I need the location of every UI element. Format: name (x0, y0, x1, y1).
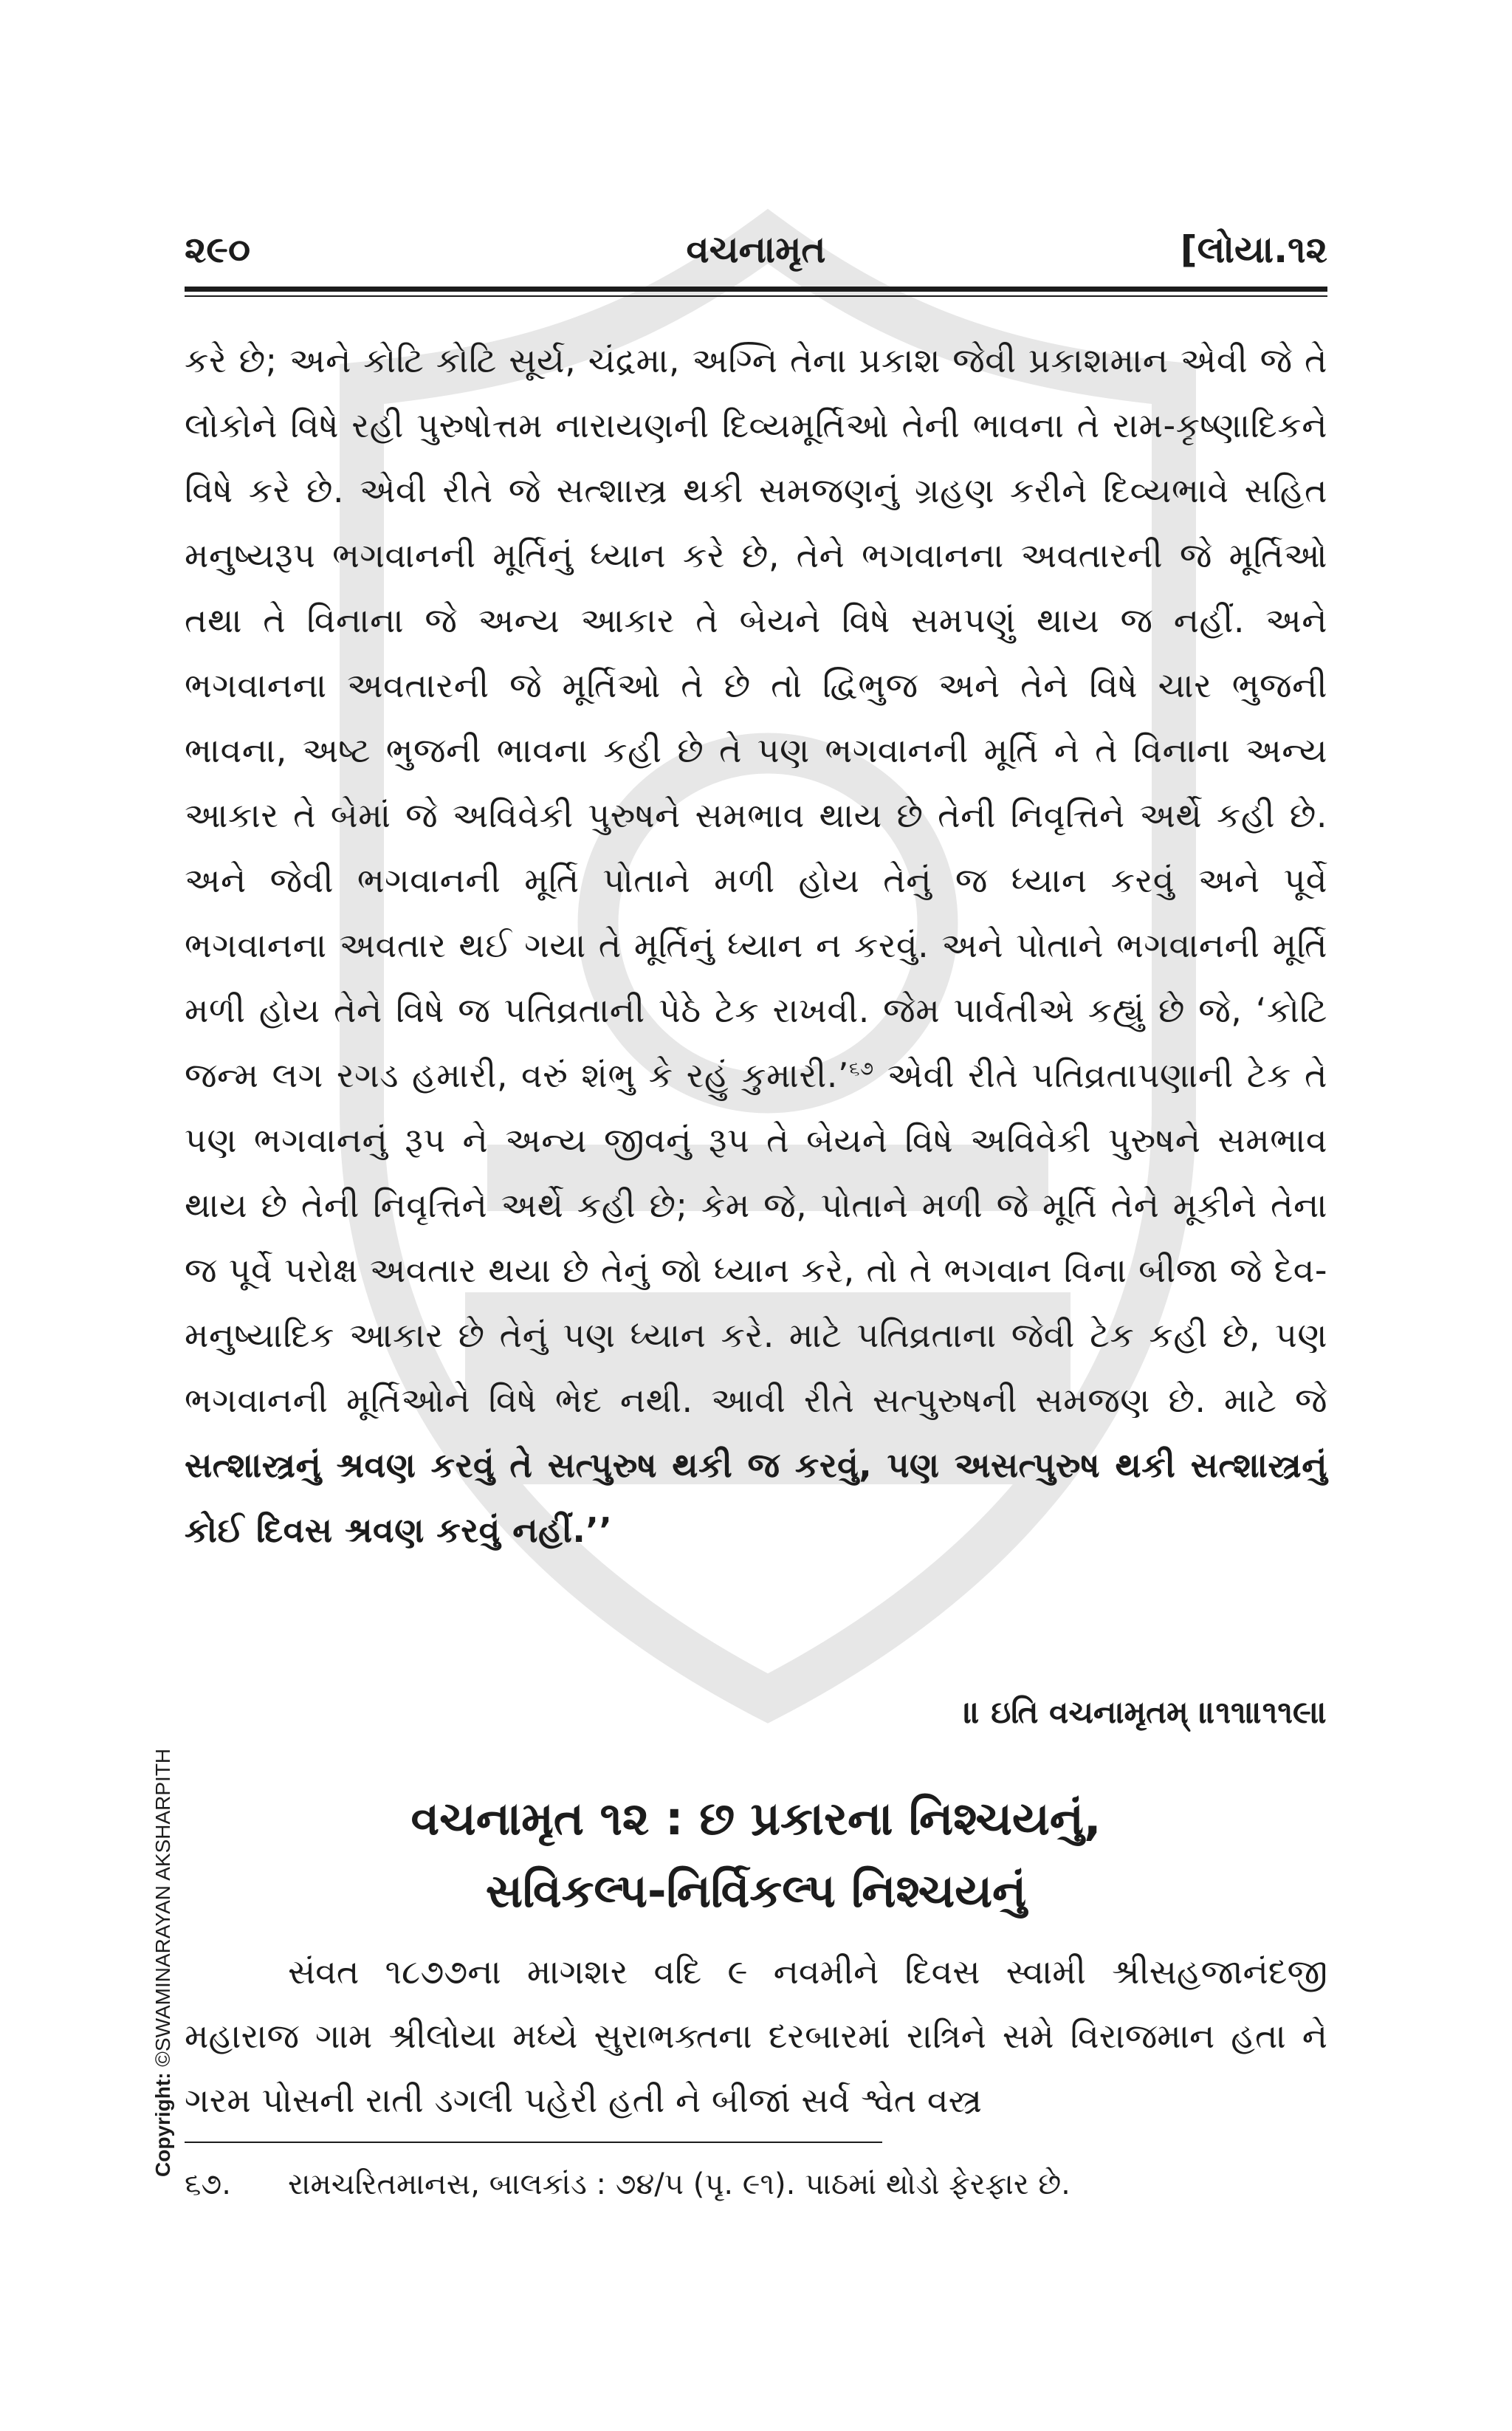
main-text-bold-quote: સત્શાસ્ત્રનું શ્રવણ કરવું તે સત્પુરુષ થકી જ કરવું, પણ અસત્પુરુષ થકી સત્શાસ્ત્રનું કોઈ દિવસ શ્રવણ કરવું નહીં.’’ (185, 1445, 1327, 1550)
chapter-heading (185, 1783, 1327, 1927)
footnote-reference: ૬૭ (849, 1057, 874, 1080)
chapter-heading-line-1: વચનામૃત ૧૨ : છ પ્રકારના નિશ્ચયનું, (410, 1791, 1102, 1845)
footnote-rule (185, 2142, 882, 2143)
main-text-part-1: કરે છે; અને કોટિ કોટિ સૂર્ય, ચંદ્રમા, અગ્નિ તેના પ્રકાશ જેવી પ્રકાશમાન એવી જે તે લોકોને વિષે રહી પુરુષોત્તમ નારાયણની દિવ્યમૂર્તિઓ તેની ભાવના તે રામ-કૃષ્ણાદિકને વિષે કરે છે. એવી રીતે જે સત્શાસ્ત્ર થકી સમજણનું ગ્રહણ કરીને દિવ્યભાવે સહિત મનુષ્યરૂપ ભગવાનની મૂર્તિનું ધ્યાન કરે છે, તેને ભગવાનના અવતારની જે મૂર્તિઓ તથા તે વિનાના જે અન્ય આકાર તે બેયને વિષે સમપણું થાય જ નહીં. અને ભગવાનના અવતારની જે મૂર્તિઓ તે છે તો દ્વિભુજ અને તેને વિષે ચાર ભુજની ભાવના, અષ્ટ ભુજની ભાવના કહી છે તે પણ ભગવાનની મૂર્તિ ને તે વિનાના અન્ય આકાર તે બેમાં જે અવિવેકી પુરુષને સમભાવ થાય છે તેની નિવૃત્તિને અર્થે કહી છે. અને જેવી ભગવાનની મૂર્તિ પોતાને મળી હોય તેનું જ ધ્યાન કરવું અને પૂર્વે ભગવાનના અવતાર થઈ ગયા તે મૂર્તિનું ધ્યાન ન કરવું. અને પોતાને ભગવાનની મૂર્તિ મળી હોય તેને વિષે જ પતિવ્રતાની પેઠે ટેક રાખવી. જેમ પાર્વતીએ કહ્યું છે જે, ‘કોટિ જન્મ લગ રગડ હમારી, વરું શંભુ કે રહું કુમારી.’ (185, 340, 1327, 1095)
copyright-text: ©SWAMINARAYAN AKSHARPITH (151, 1748, 174, 2073)
copyright-notice (151, 1749, 175, 2177)
header-rule-thick (185, 287, 1327, 292)
closing-line: ॥ ઇતિ વચનામૃતમ્ ॥૧૧॥૧૧૯॥ (963, 1694, 1327, 1730)
footnote-number: ૬૭. (185, 2167, 231, 2201)
footnote (185, 2162, 1327, 2207)
header-rule-thin (185, 295, 1327, 297)
running-title: વચનામૃત (686, 228, 826, 271)
footnote-text: રામચરિતમાનસ, બાલકાંડ : ૭૪/૫ (પૃ. ૯૧). પાઠમાં થોડો ફેરફાર છે. (288, 2167, 1071, 2201)
page-number: ૨૯૦ (185, 228, 251, 271)
section-reference: [લોયા.૧૨ (1180, 228, 1327, 271)
page-header (185, 220, 1327, 279)
main-text-part-2: એવી રીતે પતિવ્રતાપણાની ટેક તે પણ ભગવાનનું રૂપ ને અન્ય જીવનું રૂપ તે બેયને વિષે અવિવેકી પુરુષને સમભાવ થાય છે તેની નિવૃત્તિને અર્થે કહી છે; કેમ જે, પોતાને મળી જે મૂર્તિ તેને મૂકીને તેના જ પૂર્વે પરોક્ષ અવતાર થયા છે તેનું જો ધ્યાન કરે, તો તે ભગવાન વિના બીજા જે દેવ-મનુષ્યાદિક આકાર છે તેનું પણ ધ્યાન કરે. માટે પતિવ્રતાના જેવી ટેક કહી છે, પણ ભગવાનની મૂર્તિઓને વિષે ભેદ નથી. આવી રીતે સત્પુરુષની સમજણ છે. માટે જે (185, 1055, 1327, 1420)
main-paragraph (185, 328, 1327, 1563)
copyright-label: Copyright: (151, 2072, 174, 2177)
chapter-opening-paragraph: સંવત ૧૮૭૭ના માગશર વદિ ૯ નવમીને દિવસ સ્વામી શ્રીસહજાનંદજી મહારાજ ગામ શ્રીલોયા મધ્યે સુરાભક્તના દરબારમાં રાત્રિને સમે વિરાજમાન હતા ને ગરમ પોસની રાતી ડગલી પહેરી હતી ને બીજાં સર્વ શ્વેત વસ્ત્ર (185, 1952, 1327, 2120)
chapter-heading-line-2: સવિકલ્પ-નિર્વિકલ્પ નિશ્ચયનું (485, 1864, 1027, 1918)
